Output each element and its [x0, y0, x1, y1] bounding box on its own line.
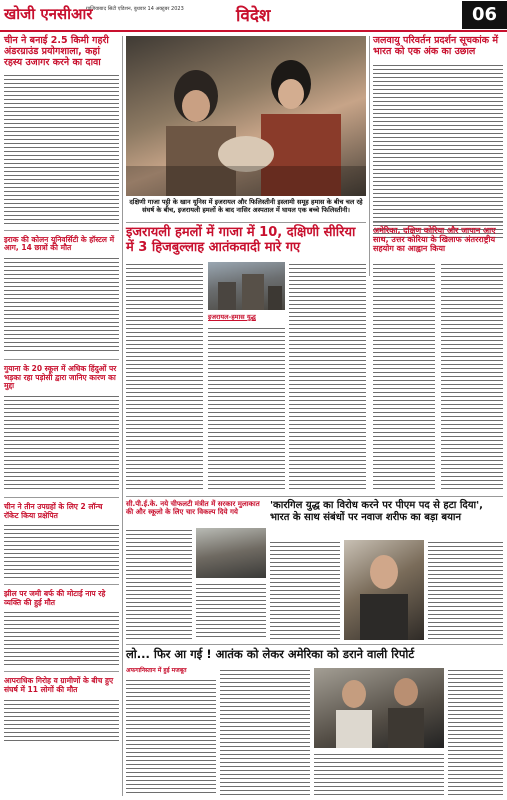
- story-body: [428, 540, 503, 640]
- section-divider: [373, 222, 503, 223]
- divider: [4, 497, 119, 498]
- story-body: [448, 668, 503, 796]
- story-headline: जलवायु परिवर्तन प्रदर्शन सूचकांक में भारत को एक अंक का उछाल: [373, 35, 499, 57]
- dateline: गाजियाबाद सिटी एडिशन, बुधवार 14 अक्टूबर 2023: [86, 6, 184, 12]
- right-column-top: [373, 36, 503, 238]
- column-divider: [369, 36, 370, 276]
- divider: [4, 671, 119, 672]
- section-divider: [126, 644, 503, 645]
- section-divider: [126, 222, 366, 223]
- story-body: [126, 262, 203, 490]
- story-headline: गुयाना के 20 स्कूल में अधिक हिंदुओं पर भड़का रहा पड़ोसी द्वारा जानिए कारण का मुद्दा: [4, 364, 117, 391]
- story-headline: अमेरिका, दक्षिण कोरिया और जापान आए साथ, उत्तर कोरिया के खिलाफ अंतरराष्ट्रीय सहयोग का आह्वान किया: [373, 226, 496, 254]
- column-divider: [122, 36, 123, 796]
- bottom-headline: लो... फिर आ गई ! आतंक को लेकर अमेरिका को डराने वाली रिपोर्ट: [126, 647, 415, 661]
- story-body: [196, 582, 266, 640]
- portrait-illustration: [344, 540, 424, 640]
- lead-story-body: [126, 262, 366, 492]
- bottom-photo-illustration: [314, 668, 444, 748]
- story-body: [4, 523, 119, 579]
- story-headline: 'कारगिल युद्ध का विरोध करने पर पीएम पद से हटा दिया', भारत के साथ संबंधों पर नवाज शरीफ का बड़ा बयान: [270, 500, 483, 523]
- story-body: [208, 326, 285, 490]
- bottom-photo: [314, 668, 444, 748]
- section-divider: [126, 496, 503, 497]
- story-headline: आपराधिक गिरोह व ग्रामीणों के बीच हुए संघर्ष में 11 लोगों की मौत: [4, 676, 114, 695]
- story-body: [4, 610, 119, 666]
- story-headline: इराक की कोलन यूनिवर्सिटी के हॉस्टल में आग, 14 छात्रों की मौत: [4, 234, 115, 253]
- story-body: [373, 63, 503, 238]
- nawaz-sharif-photo: [344, 540, 424, 640]
- masthead: [0, 0, 507, 32]
- story-photo-illustration: [208, 262, 285, 310]
- story-body: [4, 394, 119, 492]
- story-headline: चीन ने बनाई 2.5 किमी गहरी अंडरग्राउंड प्रयोगशाला, कहां रहस्य उजागर करने का दावा: [4, 35, 109, 68]
- lead-photo-illustration: [126, 36, 366, 196]
- story-body: [220, 668, 310, 796]
- story-body: [4, 698, 119, 742]
- story-headline: चीन ने तीन उपग्रहों के लिए 2 लॉन्च रॉकेट किया प्रक्षेपित: [4, 501, 103, 520]
- story-body: [126, 678, 216, 796]
- left-column: [4, 36, 119, 796]
- story-tag: इजरायल-हमास युद्ध: [208, 313, 256, 321]
- story-headline: झील पर जमी बर्फ की मोटाई नाप रहे व्यक्ति की हुई मौत: [4, 589, 106, 607]
- lead-headline: इजरायली हमलों में गाजा में 10, दक्षिणी सीरिया में 3 हिजबुल्लाह आतंकवादी मारे गए: [126, 225, 356, 255]
- story-headline: सी.पी.ई.के. नये चीफलटी मंत्रीत में सरकार मुलाकात की और स्कूलो के लिए चार विकल्प दिये गये: [126, 500, 260, 517]
- page-number: 06: [462, 1, 507, 29]
- story-body: [126, 528, 192, 640]
- story-body: [441, 262, 503, 490]
- story-body: [270, 540, 340, 640]
- brand-logo: खोजी एनसीआर: [4, 5, 93, 23]
- story-body: [314, 752, 444, 796]
- lead-photo: [126, 36, 366, 196]
- story-body: [289, 262, 366, 490]
- story-body: [4, 73, 119, 225]
- story-body: [4, 256, 119, 354]
- divider: [4, 359, 119, 360]
- bottom-kicker: अफगानिस्तान में हुई मजबूत: [126, 667, 187, 674]
- story-photo: [208, 262, 285, 310]
- divider: [4, 584, 119, 585]
- divider: [4, 230, 119, 231]
- story-photo: [196, 528, 266, 578]
- lead-photo-caption: दक्षिणी गाजा पट्टी के खान यूनिस में इजरायल और फिलिस्तीनी इस्लामी समूह हमास के बीच चल रहे संघर्ष के बीच, इजरायली हमलों के बाद नासिर अस्पताल में घायल एक बच्चे फिलिस्तीनी।: [129, 198, 363, 214]
- right-story-body: [373, 262, 503, 492]
- section-title: विदेश: [236, 6, 271, 26]
- story-body: [373, 262, 435, 490]
